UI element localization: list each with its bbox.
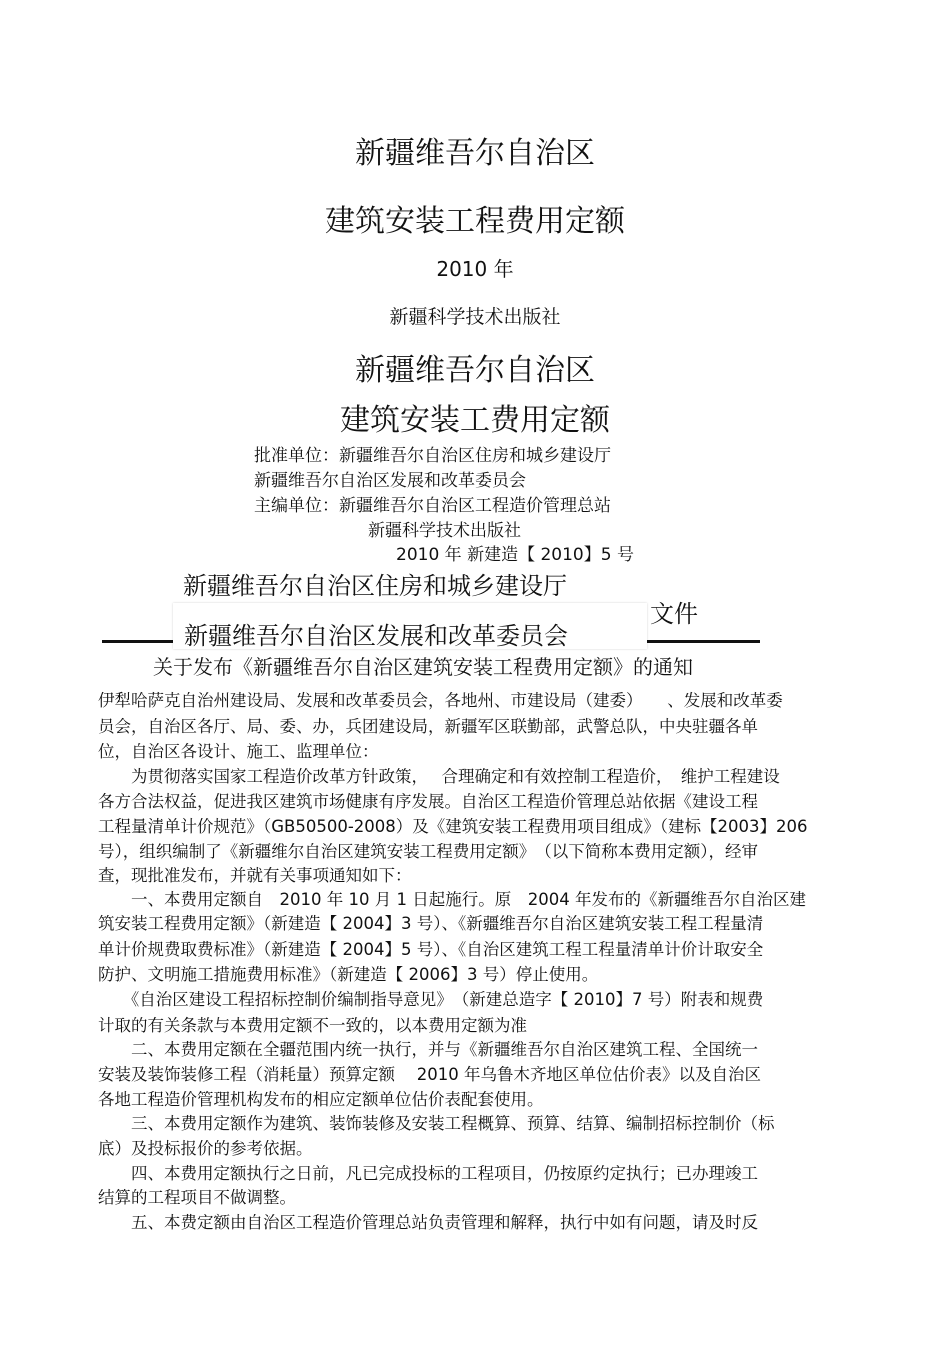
body-line: 底）及投标报价的参考依据。 bbox=[98, 1139, 313, 1158]
body-line: 为贯彻落实国家工程造价改革方针政策， 合理确定和有效控制工程造价， 维护工程建设 bbox=[98, 767, 780, 786]
body-line: 三、本费用定额作为建筑、装饰装修及安装工程概算、预算、结算、编制招标控制价（标 bbox=[98, 1114, 775, 1133]
body-line: 一、本费用定额自 2010 年 10 月 1 日起施行。原 2004 年发布的《新疆维吾尔自治区建 bbox=[98, 890, 806, 909]
header-rule-right bbox=[646, 640, 760, 643]
body-line: 员会，自治区各厅、局、委、办，兵团建设局，新疆军区联勤部，武警总队，中央驻疆各单 bbox=[98, 717, 758, 736]
body-line: 工程量清单计价规范》（GB50500-2008）及《建筑安装工程费用项目组成》（建标【2003】206 bbox=[98, 817, 808, 836]
body-line: 二、本费用定额在全疆范围内统一执行，并与《新疆维吾尔自治区建筑工程、全国统一 bbox=[98, 1040, 758, 1059]
approver-line-2: 新疆维吾尔自治区发展和改革委员会 bbox=[254, 471, 526, 491]
body-line: 安装及装饰装修工程（消耗量）预算定额 2010 年乌鲁木齐地区单位估价表》以及自治区 bbox=[98, 1065, 761, 1084]
body-line: 《自治区建设工程招标控制价编制指导意见》 （新建总造字【 2010】7 号）附表和规费 bbox=[98, 990, 764, 1009]
body-line: 各地工程造价管理机构发布的相应定额单位估价表配套使用。 bbox=[98, 1090, 544, 1109]
cover-title-region: 新疆维吾尔自治区 bbox=[355, 136, 595, 171]
inner-title-quota: 建筑安装工费用定额 bbox=[340, 403, 610, 438]
body-line: 伊犁哈萨克自治州建设局、发展和改革委员会，各地州、市建设局（建委） 、发展和改革委 bbox=[98, 691, 783, 710]
body-line: 五、本费定额由自治区工程造价管理总站负责管理和解释，执行中如有问题，请及时反 bbox=[98, 1213, 758, 1232]
issuing-org-housing: 新疆维吾尔自治区住房和城乡建设厅 bbox=[183, 572, 567, 600]
body-line: 位，自治区各设计、施工、监理单位： bbox=[98, 742, 379, 761]
notice-title: 关于发布《新疆维吾尔自治区建筑安装工程费用定额》的通知 bbox=[153, 655, 693, 679]
body-line: 号），组织编制了《新疆维尔自治区建筑安装工程费用定额》 （以下简称本费用定额），经审 bbox=[98, 842, 758, 861]
document-number: 2010 年 新建造【 2010】5 号 bbox=[396, 545, 634, 565]
body-line: 筑安装工程费用定额》（新建造【 2004】3 号）、《新疆维吾尔自治区建筑安装工程工程量清 bbox=[98, 914, 764, 933]
body-line: 计取的有关条款与本费用定额不一致的，以本费用定额为准 bbox=[98, 1016, 527, 1035]
issuing-org-development: 新疆维吾尔自治区发展和改革委员会 bbox=[184, 622, 568, 650]
cover-title-quota: 建筑安装工程费用定额 bbox=[325, 204, 625, 239]
body-line: 各方合法权益，促进我区建筑市场健康有序发展。自治区工程造价管理总站依据《建设工程 bbox=[98, 792, 758, 811]
body-line: 结算的工程项目不做调整。 bbox=[98, 1188, 296, 1207]
body-line: 四、本费用定额执行之日前，凡已完成投标的工程项目，仍按原约定执行；已办理竣工 bbox=[98, 1164, 758, 1183]
body-line: 单计价规费取费标准》（新建造【 2004】5 号）、《自治区建筑工程工程量清单计价计取安全 bbox=[98, 940, 764, 959]
header-rule-left bbox=[102, 640, 174, 643]
body-line: 查，现批准发布，并就有关事项通知如下： bbox=[98, 866, 412, 885]
approver-line-1: 批准单位：新疆维吾尔自治区住房和城乡建设厅 bbox=[254, 446, 611, 466]
body-line: 防护、文明施工措施费用标准》（新建造【 2006】3 号）停止使用。 bbox=[98, 965, 599, 984]
inner-publisher: 新疆科学技术出版社 bbox=[368, 521, 521, 541]
wenjian-label: 文件 bbox=[650, 600, 698, 628]
cover-year: 2010 年 bbox=[436, 257, 514, 281]
editor-line: 主编单位：新疆维吾尔自治区工程造价管理总站 bbox=[254, 496, 611, 516]
inner-title-region: 新疆维吾尔自治区 bbox=[355, 353, 595, 388]
cover-publisher: 新疆科学技术出版社 bbox=[389, 306, 561, 328]
